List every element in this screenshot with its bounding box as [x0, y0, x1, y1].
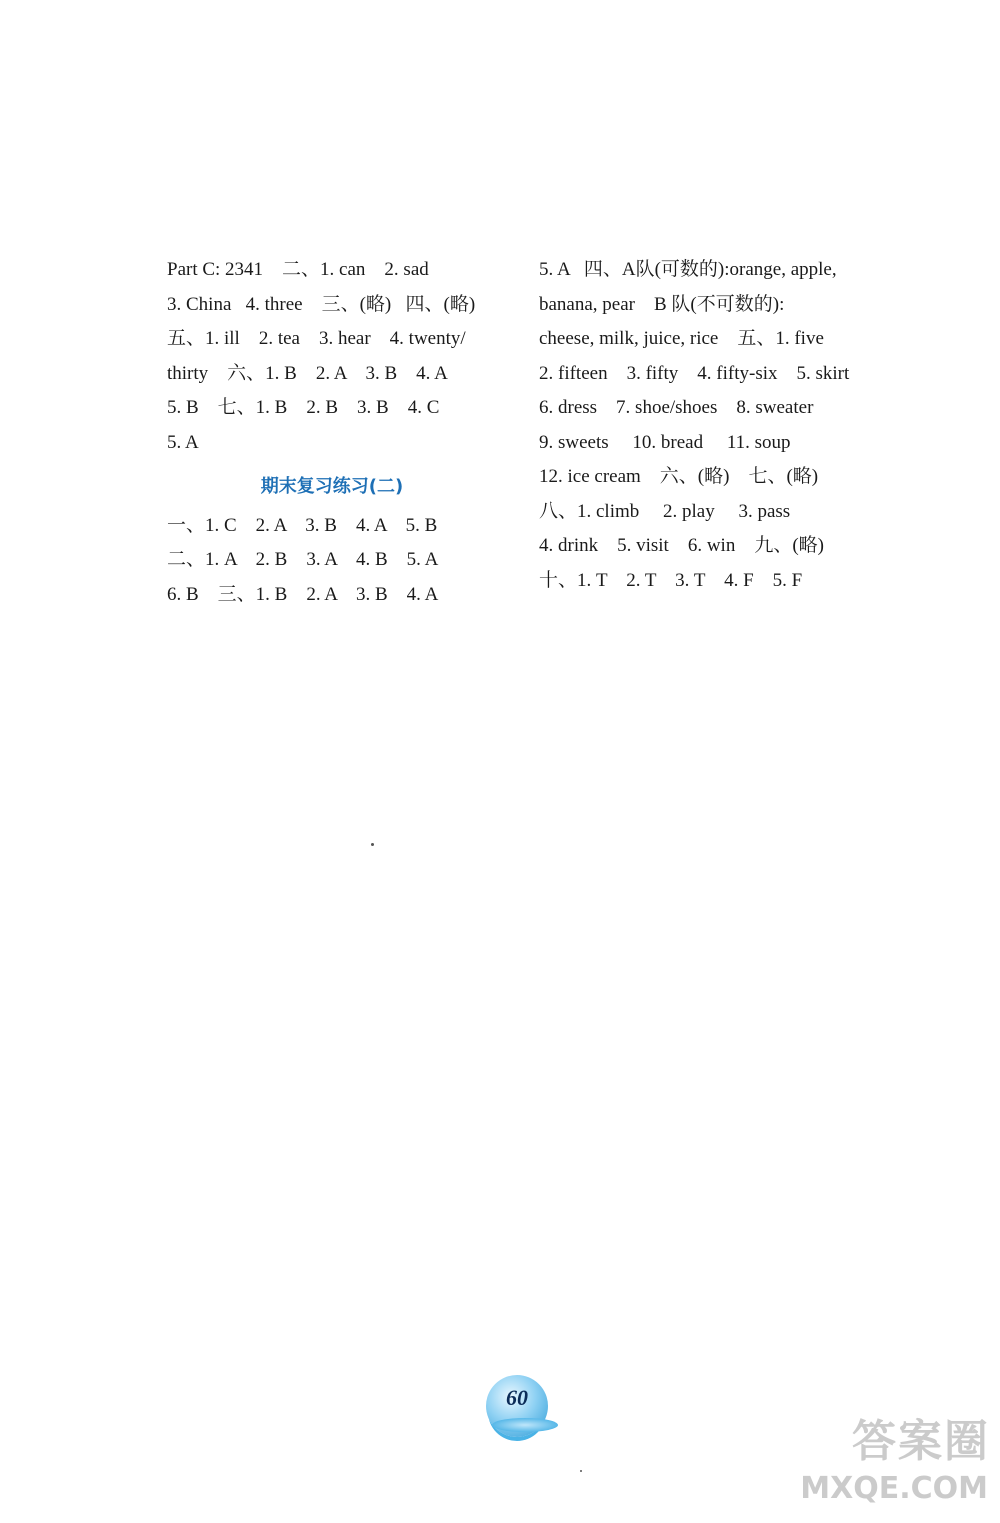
page-number-badge-base: [492, 1418, 558, 1432]
answer-column-right: [539, 253, 884, 598]
answer-line: banana, pear B 队(不可数的):: [539, 293, 785, 315]
answer-line: 9. sweets 10. bread 11. soup: [539, 431, 791, 453]
answer-line: 5. B 七、1. B 2. B 3. B 4. C: [167, 397, 440, 418]
answer-line: 二、1. A 2. B 3. A 4. B 5. A: [167, 549, 439, 570]
section-title: 期末复习练习(二): [260, 476, 404, 497]
answer-line: 6. dress 7. shoe/shoes 8. sweater: [539, 397, 814, 418]
watermark-text: 答案圈: [852, 1416, 990, 1467]
answer-line: 十、1. T 2. T 3. T 4. F 5. F: [539, 569, 803, 591]
answer-line: thirty 六、1. B 2. A 3. B 4. A: [167, 362, 448, 384]
page-number: 60: [506, 1385, 528, 1410]
print-speck: [580, 1470, 582, 1472]
answer-line: cheese, milk, juice, rice 五、1. five: [539, 328, 824, 349]
watermark-logo: [754, 1403, 994, 1513]
answer-line: 2. fifteen 3. fifty 4. fifty-six 5. skirt: [539, 362, 850, 384]
answer-line: 五、1. ill 2. tea 3. hear 4. twenty/: [167, 328, 466, 349]
watermark-url: MXQE.COM: [800, 1471, 988, 1506]
answer-line: 5. A: [167, 431, 199, 453]
answer-line: Part C: 2341 二、1. can 2. sad: [167, 259, 429, 280]
answer-line: 3. China 4. three 三、(略) 四、(略): [167, 293, 476, 315]
answer-line: 八、1. climb 2. play 3. pass: [539, 500, 791, 522]
answer-line: 12. ice cream 六、(略) 七、(略): [539, 466, 819, 487]
answer-line: 6. B 三、1. B 2. A 3. B 4. A: [167, 583, 439, 605]
answer-column-left: [167, 253, 507, 612]
answer-line: 一、1. C 2. A 3. B 4. A 5. B: [167, 514, 438, 536]
answer-line: 5. A 四、A队(可数的):orange, apple,: [539, 259, 837, 280]
answer-line: 4. drink 5. visit 6. win 九、(略): [539, 535, 824, 556]
print-speck: [371, 843, 374, 846]
